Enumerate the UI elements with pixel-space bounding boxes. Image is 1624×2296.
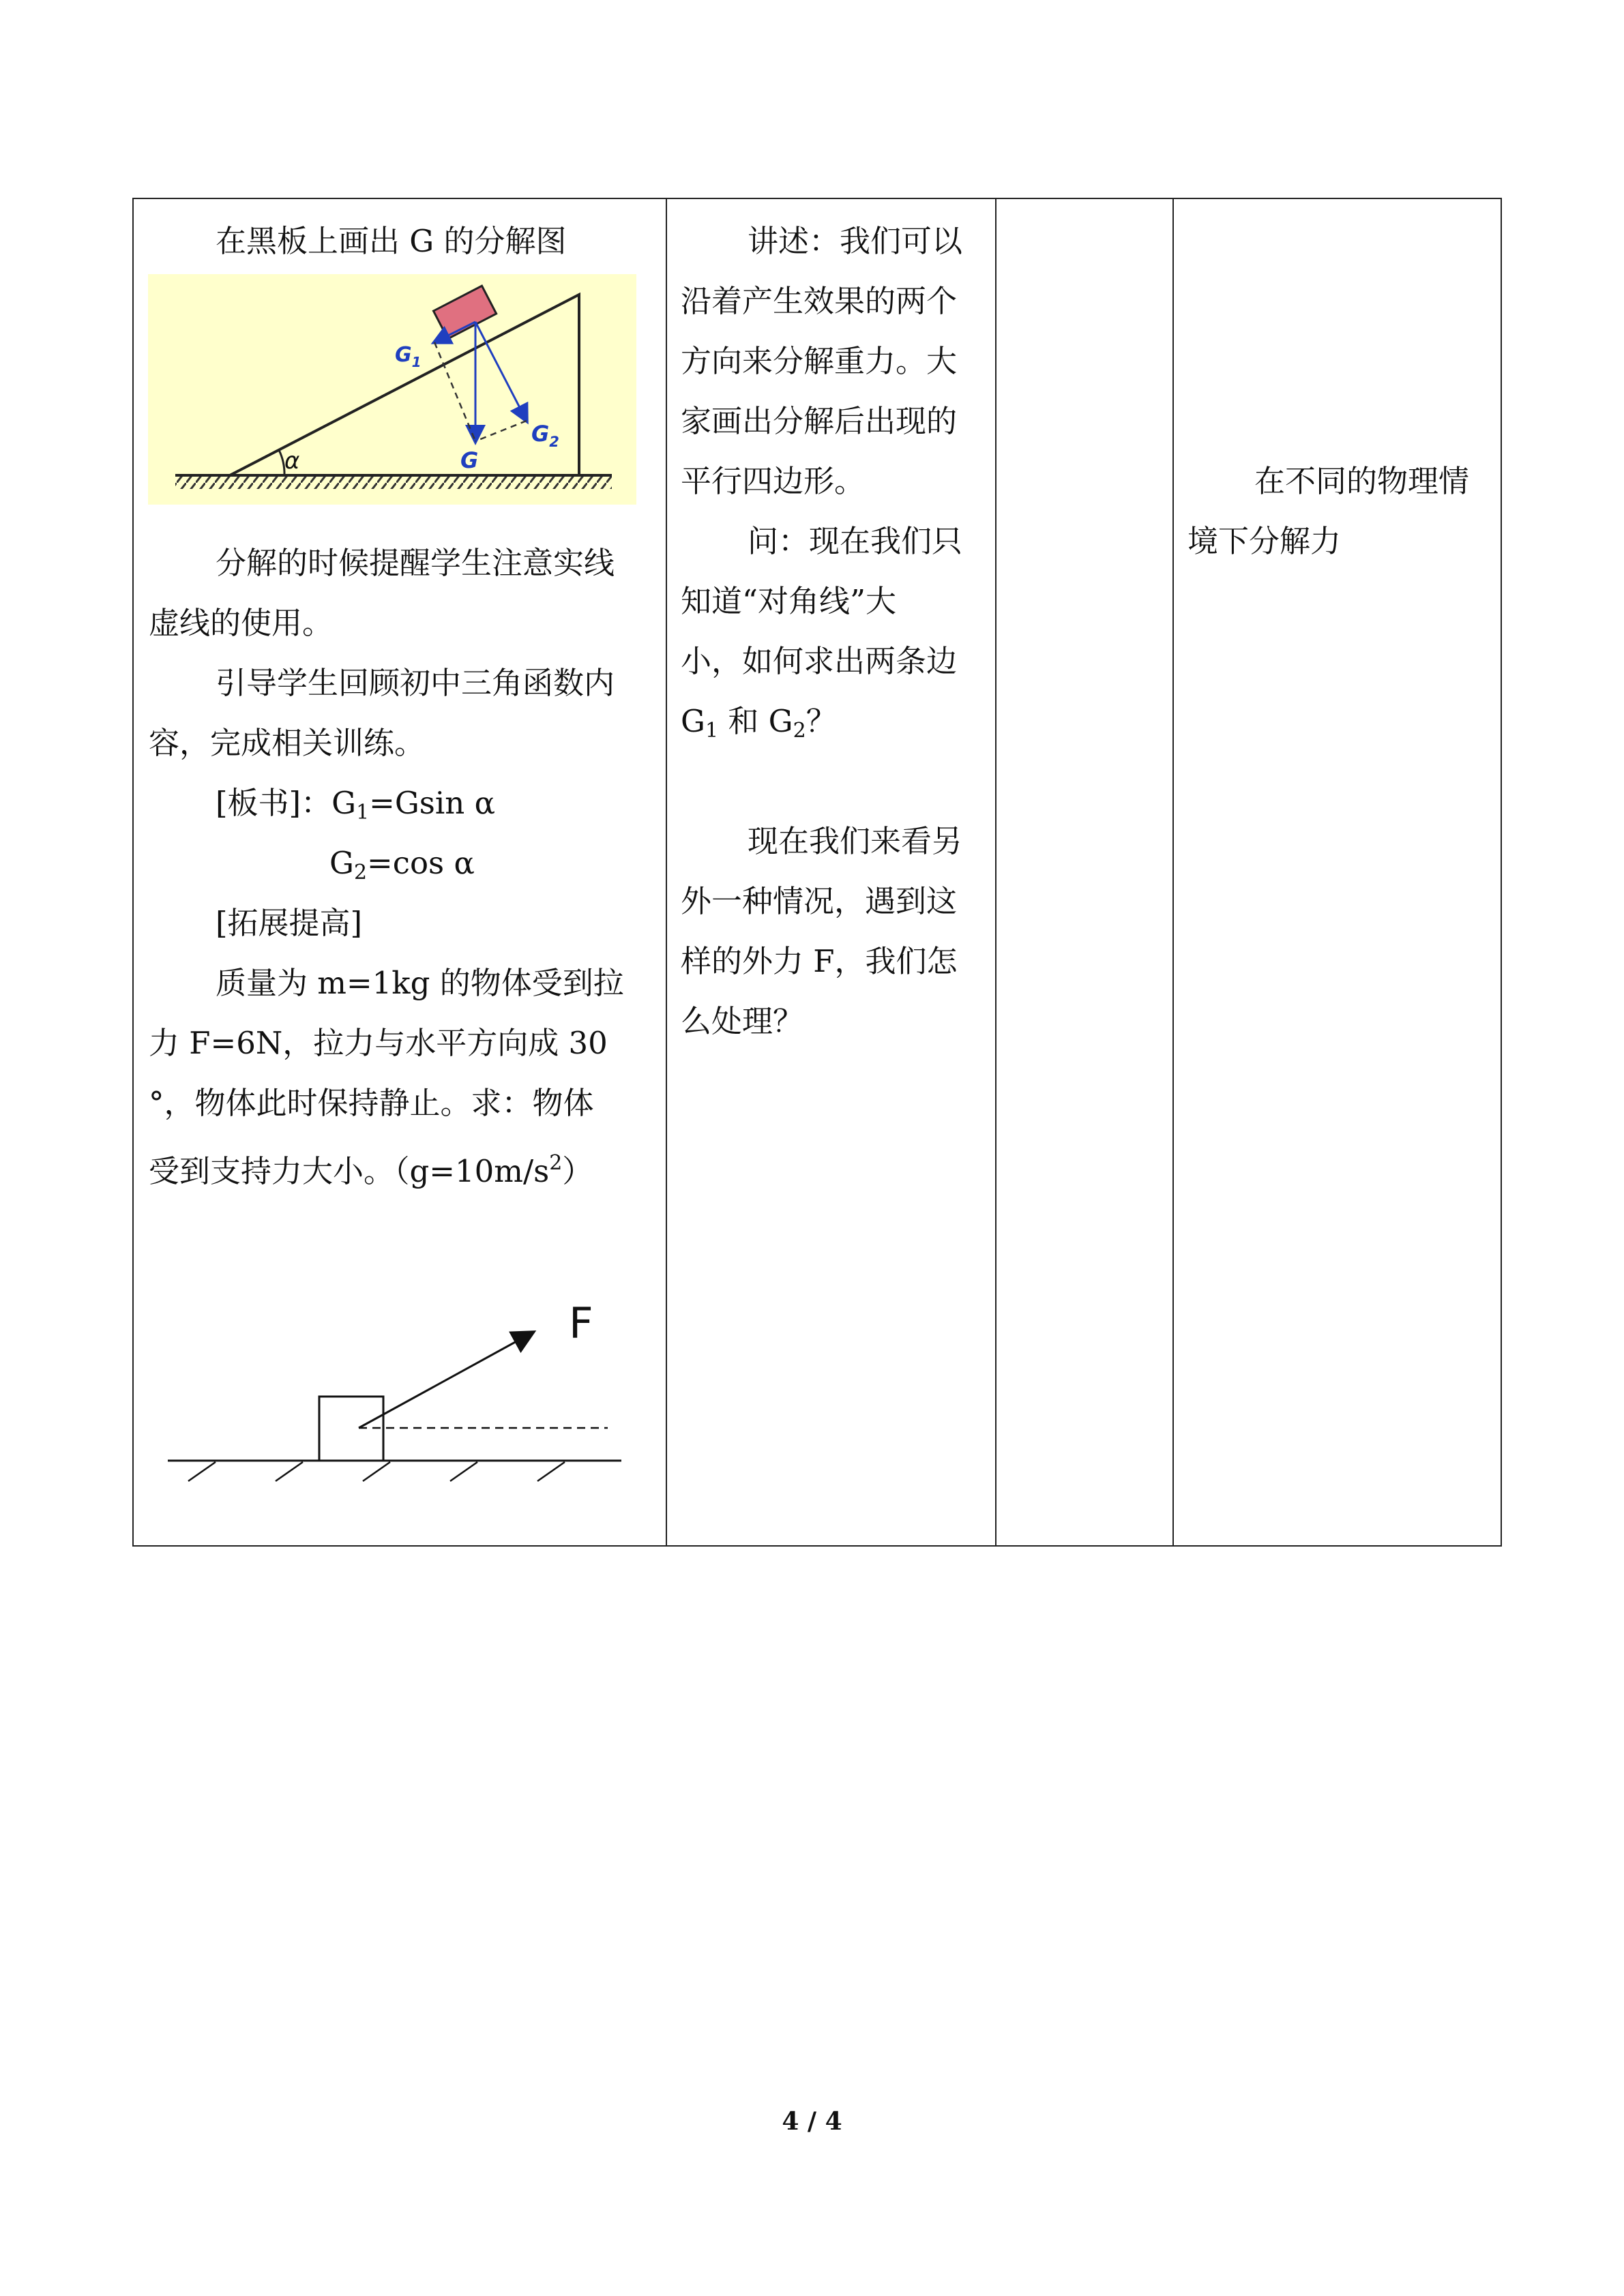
design-intent-cell — [1172, 199, 1503, 1545]
text-line: 境下分解力 — [1187, 523, 1342, 559]
page-number: 4 / 4 — [782, 2107, 842, 2136]
text-line: 么处理？ — [681, 1003, 804, 1039]
text-line: 方向来分解重力。大 — [681, 343, 958, 379]
force-label: F — [569, 1298, 593, 1348]
diagram-title: 在黑板上画出 G 的分解图 — [216, 223, 567, 259]
g1-label: $G_1$ — [395, 343, 422, 370]
text-line: 样的外力 F，我们怎 — [681, 943, 958, 979]
problem-line: 质量为 m=1kg 的物体受到拉 — [216, 965, 624, 1001]
text-line: 外一种情况，遇到这 — [681, 883, 958, 919]
text-line: 平行四边形。 — [681, 463, 866, 499]
text-line: 知道“对角线”大 — [681, 583, 897, 619]
text-line: 小，如何求出两条边 — [681, 643, 958, 679]
problem-line: 受到支持力大小。$(g=10m/s^2)$ — [149, 1151, 593, 1189]
extension-heading: [拓展提高] — [216, 905, 363, 941]
text-line: 家画出分解后出现的 — [681, 403, 958, 439]
student-activity-cell — [995, 199, 1172, 1545]
text-line: 现在我们来看另 — [748, 823, 963, 859]
paragraph-line: 虚线的使用。 — [149, 605, 334, 641]
teacher-activity-cell — [666, 199, 995, 1545]
lesson-table — [132, 198, 1502, 1547]
text-line: 沿着产生效果的两个 — [681, 283, 958, 319]
problem-line: °，物体此时保持静止。求：物体 — [149, 1085, 594, 1121]
incline-decomposition-diagram — [148, 274, 636, 505]
text-line: 问：现在我们只 — [748, 523, 963, 559]
g-label: G — [460, 447, 479, 473]
text-line: 讲述：我们可以 — [748, 223, 963, 259]
paragraph-line: 分解的时候提醒学生注意实线 — [216, 545, 615, 581]
paragraph-line: 容，完成相关训练。 — [149, 725, 426, 761]
problem-line: 力 F=6N，拉力与水平方向成 30 — [149, 1025, 608, 1061]
board-formula-1: [板书]：$G_1=Gsin$ α — [216, 785, 495, 824]
text-line: 在不同的物理情 — [1254, 463, 1470, 499]
alpha-label: α — [284, 447, 300, 475]
text-line: $G_1$ 和 $G_2$？ — [681, 703, 837, 743]
g2-label: $G_2$ — [531, 421, 559, 450]
board-formula-2: $G_2=\cos$ α — [329, 845, 475, 884]
teaching-content-cell — [134, 199, 666, 1545]
force-diagram — [161, 1290, 638, 1495]
paragraph-line: 引导学生回顾初中三角函数内 — [216, 665, 615, 701]
